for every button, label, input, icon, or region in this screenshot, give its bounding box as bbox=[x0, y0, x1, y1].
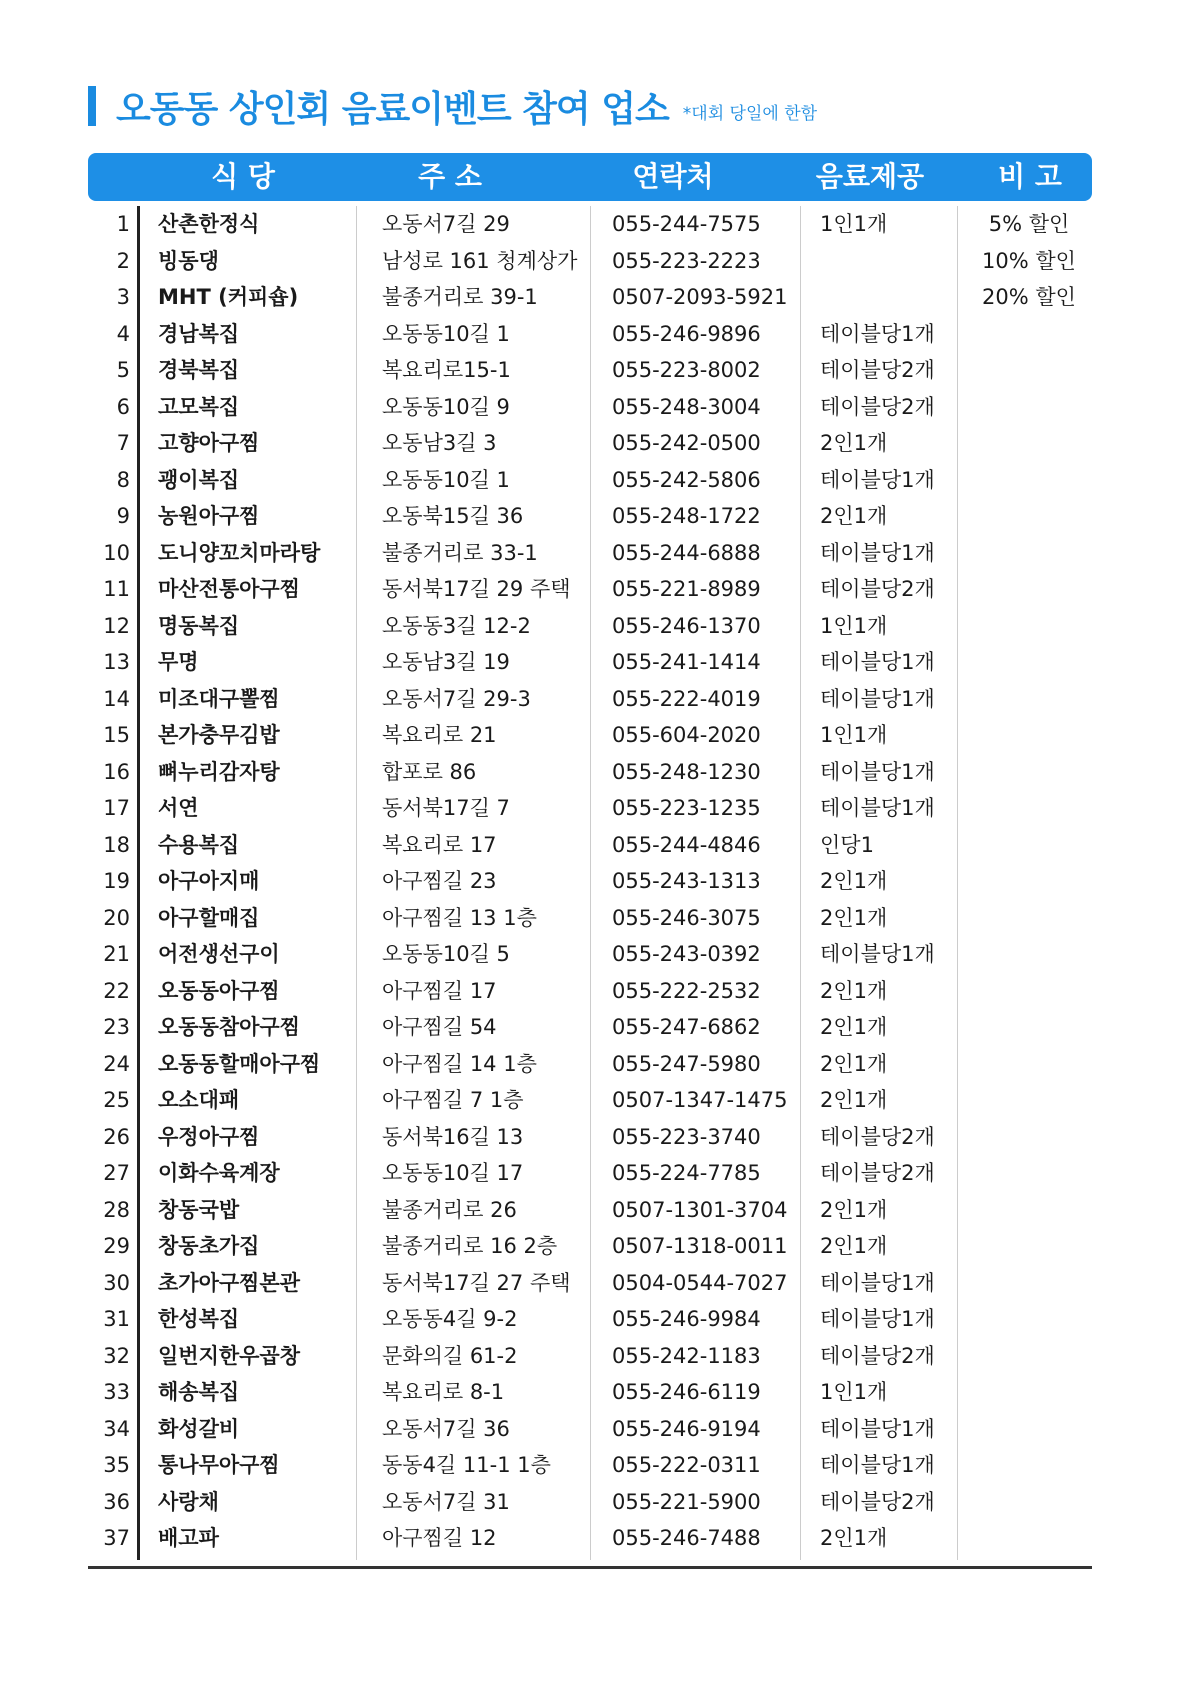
beverage-offer: 테이블당1개 bbox=[820, 796, 935, 820]
restaurant-address: 동동4길 11-1 1층 bbox=[382, 1453, 551, 1477]
row-number: 26 bbox=[103, 1124, 130, 1149]
restaurant-phone: 0507-2093-5921 bbox=[612, 285, 788, 309]
restaurant-phone: 055-248-1230 bbox=[612, 759, 761, 784]
restaurant-name: 초가아구찜본관 bbox=[158, 1270, 301, 1295]
restaurant-address: 복요리로15-1 bbox=[382, 358, 511, 382]
table-row bbox=[88, 608, 1092, 645]
restaurant-name: 빙동댕 bbox=[158, 248, 219, 273]
row-number: 12 bbox=[103, 613, 130, 638]
restaurant-name: 이화수육계장 bbox=[158, 1161, 280, 1185]
table-row bbox=[88, 644, 1092, 681]
row-number: 28 bbox=[103, 1197, 130, 1222]
header-phone: 연락처 bbox=[632, 160, 714, 193]
restaurant-name: 미조대구뽈찜 bbox=[158, 686, 280, 711]
remark: 10% 할인 bbox=[982, 248, 1076, 273]
restaurant-address: 오동서7길 36 bbox=[382, 1416, 510, 1441]
row-number: 19 bbox=[103, 869, 130, 893]
restaurant-phone: 0507-1301-3704 bbox=[612, 1197, 788, 1222]
restaurant-phone: 055-242-5806 bbox=[612, 467, 761, 492]
restaurant-address: 아구찜길 54 bbox=[382, 1015, 497, 1039]
restaurant-address: 복요리로 17 bbox=[382, 832, 497, 857]
restaurant-phone: 0507-1347-1475 bbox=[612, 1088, 788, 1112]
restaurant-name: 오동동참아구찜 bbox=[158, 1015, 301, 1039]
beverage-offer: 테이블당1개 bbox=[820, 540, 935, 565]
table-row bbox=[88, 754, 1092, 791]
beverage-offer: 테이블당1개 bbox=[820, 1307, 935, 1331]
restaurant-address: 아구찜길 14 1층 bbox=[382, 1051, 537, 1076]
restaurant-address: 오동동10길 5 bbox=[382, 942, 510, 966]
restaurant-name: 수용복집 bbox=[158, 832, 240, 857]
beverage-offer: 테이블당1개 bbox=[820, 321, 935, 346]
restaurant-name: 오동동아구찜 bbox=[158, 978, 280, 1003]
beverage-offer: 테이블당1개 bbox=[820, 1270, 935, 1295]
row-number: 10 bbox=[103, 540, 130, 565]
restaurant-phone: 055-243-1313 bbox=[612, 869, 761, 893]
beverage-offer: 테이블당1개 bbox=[820, 759, 935, 784]
table-row bbox=[88, 279, 1092, 316]
restaurant-name: 본가충무김밥 bbox=[158, 723, 280, 747]
restaurant-address: 아구찜길 17 bbox=[382, 978, 497, 1003]
restaurant-phone: 055-244-4846 bbox=[612, 832, 761, 857]
beverage-offer: 2인1개 bbox=[820, 978, 888, 1003]
beverage-offer: 2인1개 bbox=[820, 504, 888, 528]
beverage-offer: 2인1개 bbox=[820, 1234, 888, 1258]
restaurant-address: 불종거리로 39-1 bbox=[382, 285, 538, 309]
beverage-offer: 테이블당2개 bbox=[820, 1124, 935, 1149]
restaurant-phone: 055-246-6119 bbox=[612, 1380, 761, 1404]
row-number: 1 bbox=[116, 212, 130, 236]
table-row bbox=[88, 717, 1092, 754]
restaurant-address: 불종거리로 16 2층 bbox=[382, 1234, 558, 1258]
restaurant-address: 오동남3길 19 bbox=[382, 650, 510, 674]
beverage-offer: 테이블당2개 bbox=[820, 394, 935, 419]
table-row bbox=[88, 243, 1092, 280]
restaurant-phone: 055-244-6888 bbox=[612, 540, 761, 565]
table-row bbox=[88, 206, 1092, 243]
table-row bbox=[88, 1447, 1092, 1484]
beverage-offer: 테이블당1개 bbox=[820, 686, 935, 711]
restaurant-name: 고향아구찜 bbox=[158, 431, 260, 455]
row-number: 7 bbox=[116, 431, 130, 455]
row-number: 13 bbox=[103, 650, 130, 674]
restaurant-phone: 055-224-7785 bbox=[612, 1161, 761, 1185]
restaurant-name: 오동동할매아구찜 bbox=[158, 1051, 321, 1076]
restaurant-phone: 055-223-1235 bbox=[612, 796, 761, 820]
restaurant-name: 우정아구찜 bbox=[158, 1124, 260, 1149]
row-number: 15 bbox=[103, 723, 130, 747]
beverage-offer: 2인1개 bbox=[820, 905, 888, 930]
restaurant-phone: 055-243-0392 bbox=[612, 942, 761, 966]
restaurant-phone: 055-247-5980 bbox=[612, 1051, 761, 1076]
restaurant-phone: 0504-0544-7027 bbox=[612, 1270, 788, 1295]
title-accent-bar bbox=[88, 86, 96, 126]
table-row bbox=[88, 425, 1092, 462]
beverage-offer: 1인1개 bbox=[820, 723, 888, 747]
restaurant-name: 오소대패 bbox=[158, 1088, 240, 1112]
table-row bbox=[88, 827, 1092, 864]
restaurant-phone: 055-241-1414 bbox=[612, 650, 761, 674]
row-number: 37 bbox=[103, 1526, 130, 1550]
beverage-offer: 테이블당1개 bbox=[820, 1416, 935, 1441]
row-number: 24 bbox=[103, 1051, 130, 1076]
beverage-offer: 2인1개 bbox=[820, 869, 888, 893]
restaurant-name: 마산전통아구찜 bbox=[158, 577, 301, 601]
row-number: 2 bbox=[116, 248, 130, 273]
row-number: 33 bbox=[103, 1380, 130, 1404]
table-row bbox=[88, 863, 1092, 900]
restaurant-name: 경남복집 bbox=[158, 321, 240, 346]
restaurant-name: 통나무아구찜 bbox=[158, 1453, 280, 1477]
restaurant-address: 문화의길 61-2 bbox=[382, 1343, 518, 1368]
title-note: *대회 당일에 한함 bbox=[682, 103, 818, 124]
table-row bbox=[88, 571, 1092, 608]
restaurant-address: 오동동4길 9-2 bbox=[382, 1307, 518, 1331]
beverage-offer: 2인1개 bbox=[820, 1526, 888, 1550]
restaurant-address: 동서북17길 29 주택 bbox=[382, 577, 571, 601]
beverage-offer: 2인1개 bbox=[820, 431, 888, 455]
restaurant-address: 오동북15길 36 bbox=[382, 504, 524, 528]
row-number: 20 bbox=[103, 905, 130, 930]
table-row bbox=[88, 389, 1092, 426]
restaurant-phone: 055-246-7488 bbox=[612, 1526, 761, 1550]
beverage-offer: 2인1개 bbox=[820, 1015, 888, 1039]
row-number: 9 bbox=[116, 504, 130, 528]
beverage-offer: 1인1개 bbox=[820, 212, 888, 236]
header-address: 주 소 bbox=[418, 160, 482, 193]
restaurant-address: 오동서7길 29-3 bbox=[382, 686, 531, 711]
restaurant-address: 아구찜길 13 1층 bbox=[382, 905, 537, 930]
restaurant-address: 오동동10길 17 bbox=[382, 1161, 524, 1185]
row-number: 8 bbox=[116, 467, 130, 492]
restaurant-name: MHT (커피숍) bbox=[158, 285, 299, 309]
restaurant-address: 오동동10길 1 bbox=[382, 467, 510, 492]
row-number: 23 bbox=[103, 1015, 130, 1039]
row-number: 29 bbox=[103, 1234, 130, 1258]
restaurant-address: 아구찜길 23 bbox=[382, 869, 497, 893]
row-number: 25 bbox=[103, 1088, 130, 1112]
row-number: 5 bbox=[116, 358, 130, 382]
restaurant-name: 산촌한정식 bbox=[158, 212, 260, 236]
row-number: 31 bbox=[103, 1307, 130, 1331]
restaurant-name: 일번지한우곱창 bbox=[158, 1343, 301, 1368]
restaurant-phone: 055-221-8989 bbox=[612, 577, 761, 601]
table-row bbox=[88, 1374, 1092, 1411]
row-number: 17 bbox=[103, 796, 130, 820]
restaurant-address: 오동남3길 3 bbox=[382, 431, 497, 455]
restaurant-address: 오동서7길 29 bbox=[382, 212, 510, 236]
row-number: 22 bbox=[103, 978, 130, 1003]
restaurant-name: 한성복집 bbox=[158, 1307, 240, 1331]
row-number: 35 bbox=[103, 1453, 130, 1477]
restaurant-phone: 055-247-6862 bbox=[612, 1015, 761, 1039]
table-row bbox=[88, 681, 1092, 718]
table-row bbox=[88, 1046, 1092, 1083]
restaurant-phone: 055-604-2020 bbox=[612, 723, 761, 747]
row-number: 18 bbox=[103, 832, 130, 857]
table-row bbox=[88, 936, 1092, 973]
restaurant-phone: 055-246-3075 bbox=[612, 905, 761, 930]
row-number: 16 bbox=[103, 759, 130, 784]
restaurant-address: 불종거리로 33-1 bbox=[382, 540, 538, 565]
beverage-offer: 2인1개 bbox=[820, 1197, 888, 1222]
restaurant-phone: 055-246-1370 bbox=[612, 613, 761, 638]
row-number: 34 bbox=[103, 1416, 130, 1441]
row-number: 27 bbox=[103, 1161, 130, 1185]
table-row bbox=[88, 1009, 1092, 1046]
beverage-offer: 테이블당1개 bbox=[820, 467, 935, 492]
row-number: 14 bbox=[103, 686, 130, 711]
restaurant-name: 어전생선구이 bbox=[158, 942, 280, 966]
row-number: 6 bbox=[116, 394, 130, 419]
beverage-offer: 테이블당2개 bbox=[820, 358, 935, 382]
restaurant-phone: 055-246-9984 bbox=[612, 1307, 761, 1331]
restaurant-address: 복요리로 8-1 bbox=[382, 1380, 505, 1404]
table-row bbox=[88, 1155, 1092, 1192]
restaurant-name: 도니양꼬치마라탕 bbox=[158, 540, 321, 565]
beverage-offer: 1인1개 bbox=[820, 613, 888, 638]
header-remark: 비 고 bbox=[998, 160, 1062, 193]
restaurant-phone: 0507-1318-0011 bbox=[612, 1234, 788, 1258]
page-title: 오동동 상인회 음료이벤트 참여 업소 bbox=[116, 88, 669, 130]
restaurant-name: 괭이복집 bbox=[158, 467, 240, 492]
restaurant-address: 동서북16길 13 bbox=[382, 1124, 524, 1149]
table-row bbox=[88, 316, 1092, 353]
table-row bbox=[88, 535, 1092, 572]
row-number: 11 bbox=[103, 577, 130, 601]
restaurant-name: 뼈누리감자탕 bbox=[158, 759, 280, 784]
table-row bbox=[88, 1301, 1092, 1338]
restaurant-address: 동서북17길 7 bbox=[382, 796, 510, 820]
remark: 5% 할인 bbox=[988, 212, 1070, 236]
title-block bbox=[88, 82, 817, 130]
beverage-offer: 인당1 bbox=[820, 832, 874, 857]
restaurant-name: 해송복집 bbox=[158, 1380, 240, 1404]
table-row bbox=[88, 498, 1092, 535]
table-header bbox=[88, 153, 1092, 201]
restaurant-phone: 055-246-9896 bbox=[612, 321, 761, 346]
row-number: 3 bbox=[116, 285, 130, 309]
restaurant-table bbox=[88, 206, 1092, 1557]
row-number: 36 bbox=[103, 1489, 130, 1514]
beverage-offer: 테이블당1개 bbox=[820, 942, 935, 966]
restaurant-name: 배고파 bbox=[158, 1526, 219, 1550]
beverage-offer: 테이블당2개 bbox=[820, 1343, 935, 1368]
restaurant-phone: 055-246-9194 bbox=[612, 1416, 761, 1441]
restaurant-address: 오동동3길 12-2 bbox=[382, 613, 531, 638]
remark: 20% 할인 bbox=[982, 285, 1076, 309]
beverage-offer: 테이블당1개 bbox=[820, 1453, 935, 1477]
restaurant-address: 아구찜길 7 1층 bbox=[382, 1088, 524, 1112]
row-number: 21 bbox=[103, 942, 130, 966]
restaurant-name: 고모복집 bbox=[158, 394, 240, 419]
restaurant-name: 창동국밥 bbox=[158, 1197, 240, 1222]
restaurant-phone: 055-248-1722 bbox=[612, 504, 761, 528]
restaurant-name: 화성갈비 bbox=[158, 1416, 240, 1441]
table-row bbox=[88, 1520, 1092, 1557]
restaurant-phone: 055-222-2532 bbox=[612, 978, 761, 1003]
restaurant-address: 합포로 86 bbox=[382, 759, 477, 784]
table-row bbox=[88, 1411, 1092, 1448]
restaurant-name: 아구아지매 bbox=[158, 869, 260, 893]
beverage-offer: 2인1개 bbox=[820, 1051, 888, 1076]
restaurant-phone: 055-248-3004 bbox=[612, 394, 761, 419]
restaurant-name: 창동초가집 bbox=[158, 1234, 260, 1258]
restaurant-phone: 055-244-7575 bbox=[612, 212, 761, 236]
table-row bbox=[88, 1484, 1092, 1521]
header-name: 식 당 bbox=[211, 160, 275, 193]
restaurant-phone: 055-223-3740 bbox=[612, 1124, 761, 1149]
restaurant-name: 농원아구찜 bbox=[158, 504, 260, 528]
restaurant-name: 명동복집 bbox=[158, 613, 240, 638]
restaurant-name: 사랑채 bbox=[158, 1489, 219, 1514]
table-row bbox=[88, 1119, 1092, 1156]
restaurant-name: 아구할매집 bbox=[158, 905, 260, 930]
row-number: 4 bbox=[116, 321, 130, 346]
table-row bbox=[88, 462, 1092, 499]
restaurant-address: 남성로 161 청계상가 bbox=[382, 248, 578, 273]
table-bottom-rule bbox=[88, 1566, 1092, 1569]
table-row bbox=[88, 1192, 1092, 1229]
restaurant-name: 무명 bbox=[158, 650, 199, 674]
restaurant-phone: 055-222-4019 bbox=[612, 686, 761, 711]
beverage-offer: 테이블당1개 bbox=[820, 650, 935, 674]
restaurant-address: 아구찜길 12 bbox=[382, 1526, 497, 1550]
restaurant-address: 오동서7길 31 bbox=[382, 1489, 510, 1514]
table-row bbox=[88, 352, 1092, 389]
table-row bbox=[88, 900, 1092, 937]
table-row bbox=[88, 790, 1092, 827]
header-beverage: 음료제공 bbox=[815, 160, 925, 193]
restaurant-phone: 055-222-0311 bbox=[612, 1453, 761, 1477]
restaurant-address: 불종거리로 26 bbox=[382, 1197, 517, 1222]
restaurant-phone: 055-223-8002 bbox=[612, 358, 761, 382]
restaurant-address: 복요리로 21 bbox=[382, 723, 497, 747]
restaurant-address: 동서북17길 27 주택 bbox=[382, 1270, 571, 1295]
beverage-offer: 테이블당2개 bbox=[820, 577, 935, 601]
beverage-offer: 테이블당2개 bbox=[820, 1489, 935, 1514]
table-row bbox=[88, 973, 1092, 1010]
beverage-offer: 2인1개 bbox=[820, 1088, 888, 1112]
restaurant-phone: 055-242-1183 bbox=[612, 1343, 761, 1368]
table-row bbox=[88, 1338, 1092, 1375]
restaurant-name: 서연 bbox=[158, 796, 199, 820]
table-row bbox=[88, 1265, 1092, 1302]
table-row bbox=[88, 1082, 1092, 1119]
restaurant-phone: 055-242-0500 bbox=[612, 431, 761, 455]
restaurant-phone: 055-221-5900 bbox=[612, 1489, 761, 1514]
table-row bbox=[88, 1228, 1092, 1265]
restaurant-name: 경북복집 bbox=[158, 358, 240, 382]
restaurant-phone: 055-223-2223 bbox=[612, 248, 761, 273]
row-number: 32 bbox=[103, 1343, 130, 1368]
restaurant-address: 오동동10길 1 bbox=[382, 321, 510, 346]
row-number: 30 bbox=[103, 1270, 130, 1295]
beverage-offer: 테이블당2개 bbox=[820, 1161, 935, 1185]
restaurant-address: 오동동10길 9 bbox=[382, 394, 510, 419]
beverage-offer: 1인1개 bbox=[820, 1380, 888, 1404]
